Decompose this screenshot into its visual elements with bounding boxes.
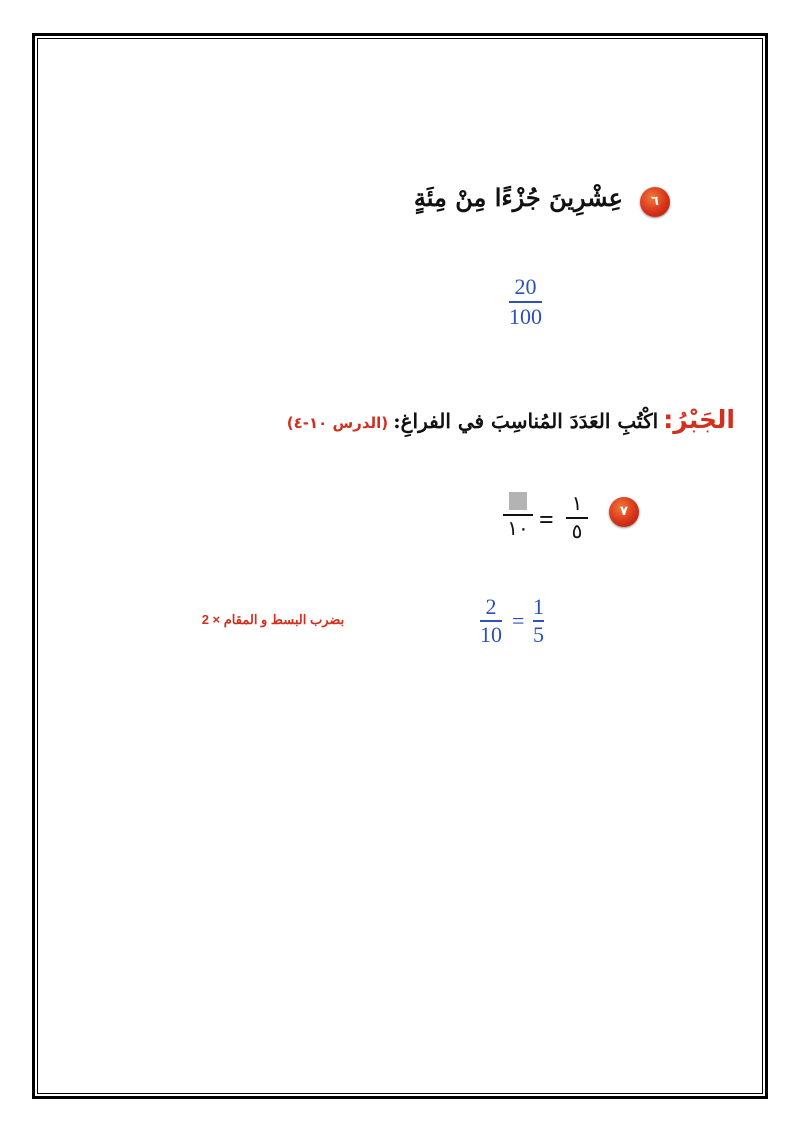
question-6-text: عِشْرِينَ جُزْءًا مِنْ مِئَةٍ: [413, 183, 623, 212]
algebra-instruction: اكْتُبِ العَدَدَ المُناسِبَ في الفراغِ:: [393, 409, 659, 433]
algebra-title: الجَبْرُ:: [663, 405, 735, 434]
question-7-given-fraction: [566, 494, 588, 542]
problem-right-numerator: ١: [571, 493, 583, 515]
question-6-number-badge: [640, 187, 670, 217]
fraction-bar: [503, 514, 533, 516]
fraction-bar: [566, 517, 588, 519]
question-7-number: ٧: [620, 504, 628, 519]
question-6-answer-fraction: [509, 276, 542, 328]
lesson-reference: (الدرس ١٠-٤): [286, 414, 389, 432]
answer-7-right-fraction: [533, 596, 544, 646]
answer-7-left-denominator: 10: [480, 621, 502, 647]
question-7-blank-fraction: [503, 492, 533, 539]
problem-equals-sign: =: [539, 505, 554, 534]
blank-answer-box: [509, 492, 527, 510]
method-note: بضرب البسط و المقام × 2: [201, 612, 345, 627]
answer-7-left-numerator: 2: [485, 594, 497, 619]
algebra-section-heading: [215, 405, 735, 434]
question-7-number-badge: [609, 497, 639, 527]
question-6-number: ٦: [651, 194, 659, 209]
answer-7-right-numerator: 1: [533, 594, 544, 619]
fraction-bar: [509, 301, 542, 303]
answer-6-numerator: 20: [514, 274, 537, 299]
answer-7-right-denominator: 5: [533, 621, 544, 647]
problem-left-denominator: ١٠: [507, 517, 529, 540]
answer-6-denominator: 100: [509, 303, 542, 329]
answer-7-equals-sign: =: [512, 608, 525, 633]
answer-7-left-fraction: [480, 596, 502, 646]
problem-right-denominator: ٥: [571, 520, 583, 543]
